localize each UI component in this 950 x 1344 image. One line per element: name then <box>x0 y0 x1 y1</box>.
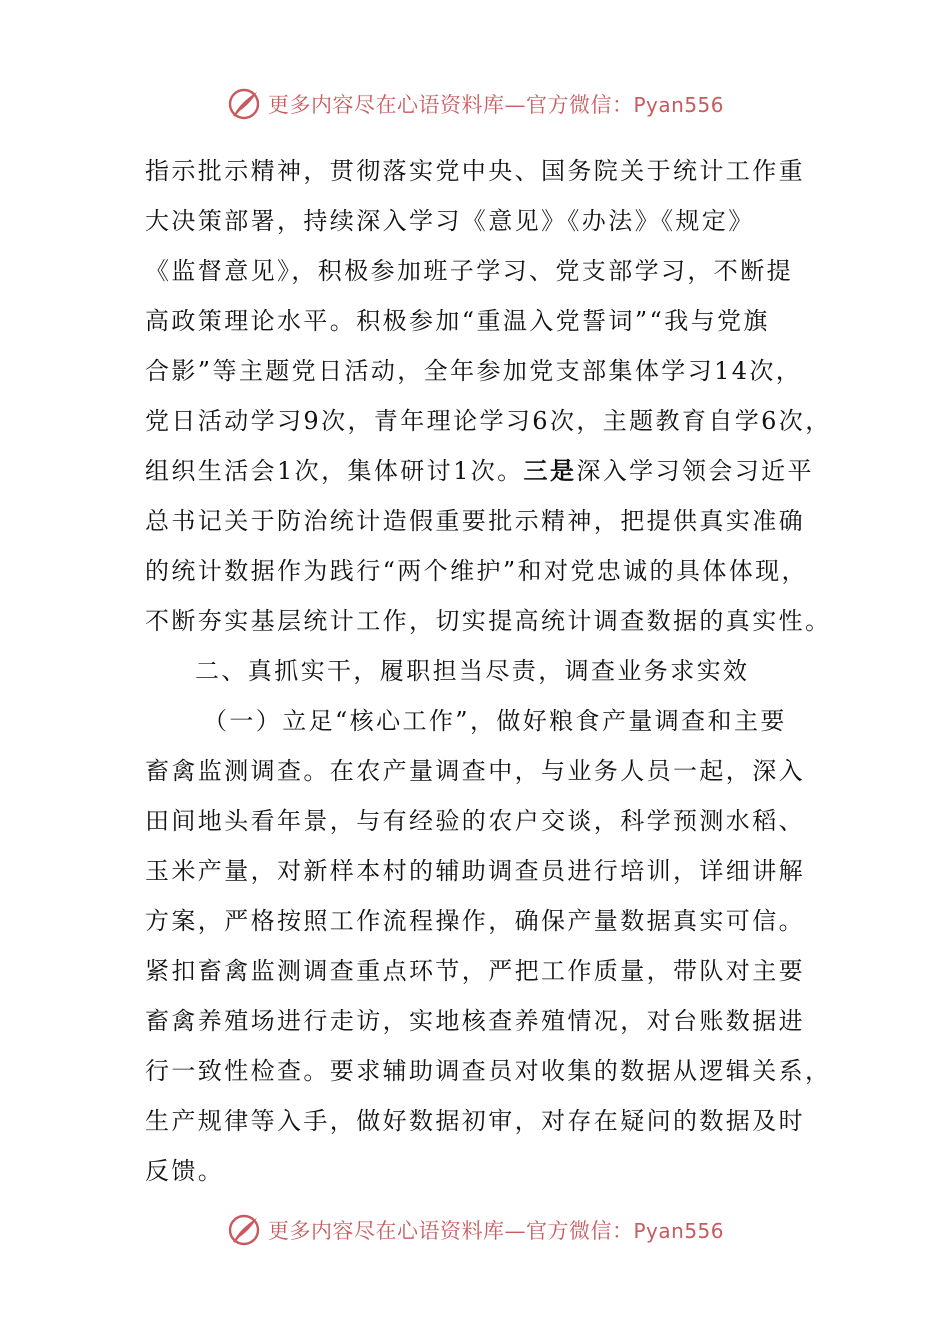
footer-watermark <box>0 1210 950 1250</box>
paragraph-line: 玉米产量，对新样本村的辅助调查员进行培训，详细讲解 <box>145 857 805 885</box>
paragraph-line: 生产规律等入手，做好数据初审，对存在疑问的数据及时 <box>145 1107 805 1135</box>
feather-pen-logo-icon <box>226 1212 262 1248</box>
watermark-text: 更多内容尽在心语资料库—官方微信： <box>267 1219 634 1243</box>
bold-marker: 三是 <box>523 456 577 485</box>
paragraph-line: 高政策理论水平。积极参加“重温入党誓词”“我与党旗 <box>145 307 770 335</box>
paragraph-line: 指示批示精神，贯彻落实党中央、国务院关于统计工作重 <box>145 157 805 185</box>
paragraph-line: 方案，严格按照工作流程操作，确保产量数据真实可信。 <box>145 907 805 935</box>
watermark-handle: Pyan556 <box>633 1219 724 1243</box>
paragraph-text: 组织生活会1次，集体研讨1次。 <box>145 457 524 485</box>
paragraph-line: 畜禽养殖场进行走访，实地核查养殖情况，对台账数据进 <box>145 1007 805 1035</box>
paragraph-line: 大决策部署，持续深入学习《意见》《办法》《规定》 <box>145 207 755 235</box>
document-body <box>145 148 832 1198</box>
feather-pen-logo-icon <box>226 86 262 122</box>
paragraph-line <box>145 448 825 498</box>
paragraph-line: 畜禽监测调查。在农产量调查中，与业务人员一起，深入 <box>145 757 805 785</box>
paragraph-line: 不断夯实基层统计工作，切实提高统计调查数据的真实性。 <box>145 607 832 635</box>
paragraph-line: 的统计数据作为践行“两个维护”和对党忠诚的具体体现， <box>145 557 808 585</box>
watermark-text: 更多内容尽在心语资料库—官方微信： <box>267 93 634 117</box>
paragraph-line: 行一致性检查。要求辅助调查员对收集的数据从逻辑关系， <box>145 1057 832 1085</box>
paragraph-text: 深入学习领会习近平 <box>576 457 814 485</box>
watermark-handle: Pyan556 <box>633 93 724 117</box>
paragraph-line: 反馈。 <box>145 1157 225 1185</box>
paragraph-line: 田间地头看年景，与有经验的农户交谈，科学预测水稻、 <box>145 807 805 835</box>
paragraph-line: 《监督意见》，积极参加班子学习、党支部学习，不断提 <box>145 257 793 285</box>
paragraph-line: 合影”等主题党日活动，全年参加党支部集体学习14次， <box>145 357 803 385</box>
paragraph-line: 总书记关于防治统计造假重要批示精神，把提供真实准确 <box>145 507 805 535</box>
section-heading: 二、真抓实干，履职担当尽责，调查业务求实效 <box>195 657 750 685</box>
paragraph-line: 党日活动学习9次，青年理论学习6次，主题教育自学6次， <box>145 407 832 435</box>
header-watermark <box>0 84 950 124</box>
paragraph-line: 紧扣畜禽监测调查重点环节，严把工作质量，带队对主要 <box>145 957 805 985</box>
subsection-heading: （一）立足“核心工作”，做好粮食产量调查和主要 <box>203 707 787 735</box>
